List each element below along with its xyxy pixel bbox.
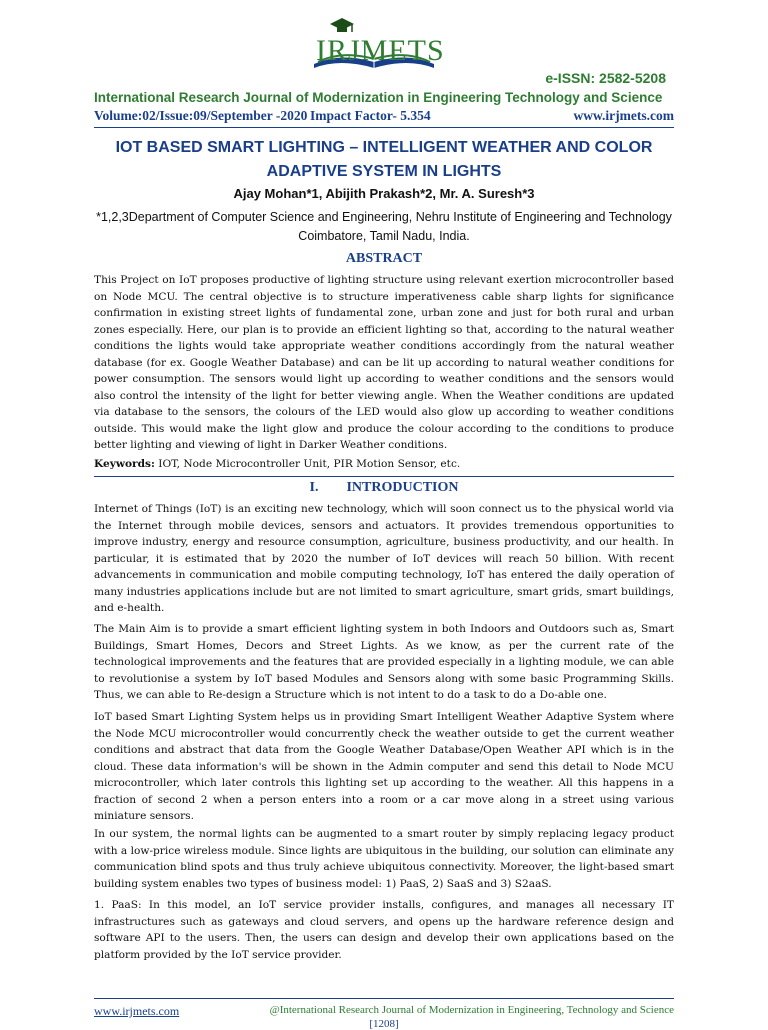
header-rule [94, 127, 674, 128]
intro-paragraph-1: Internet of Things (IoT) is an exciting new technology, which will soon connect us to the physical world via the Internet through mobile devices, sensors and actuators. It provides tremendous opportunities to improve industry, energy and resource consumption, agriculture, business productivity, and our health. In particular, it is estimated that by 2020 the number of IoT devices will reach 50 billion. With recent advancements in communication and mobile computing technology, IoT has entered the daily operation of many industries applications include but are not limited to smart agriculture, smart grids, smart buildings, and e-health. [94, 503, 674, 614]
keywords [94, 458, 674, 470]
journal-name: International Research Journal of Modernization in Engineering Technology and Science [94, 90, 663, 105]
keywords-label: Keywords: [94, 458, 155, 470]
volume-issue: Volume:02/Issue:09/September -2020 [94, 108, 308, 123]
abstract-heading: ABSTRACT [345, 251, 423, 266]
impact-factor: Impact Factor- 5.354 [310, 108, 431, 123]
footer-copyright: @International Research Journal of Modernization in Engineering, Technology and Science [269, 1004, 674, 1016]
intro-paragraph-5: 1. PaaS: In this model, an IoT service provider installs, configures, and manages all necessary IT infrastructures such as gateways and cloud servers, and opens up the hardware reference design and software API to the users. Then, the users can design and develop their own applications based on the platform provided by the IoT service provider. [94, 899, 674, 961]
footer-website-link[interactable]: www.irjmets.com [94, 1004, 180, 1018]
affiliation: *1,2,3Department of Computer Science and Engineering, Nehru Institute of Engineering and Technology Coimbatore, Tamil Nadu, India. [96, 210, 672, 243]
section-rule [94, 476, 674, 477]
logo-text: IRJMETS [316, 34, 445, 67]
issn: e-ISSN: 2582-5208 [545, 70, 666, 86]
paper-title: IOT BASED SMART LIGHTING – INTELLIGENT WEATHER AND COLOR ADAPTIVE SYSTEM IN LIGHTS [115, 139, 653, 180]
introduction-heading: I. INTRODUCTION [309, 480, 459, 495]
abstract-text: This Project on IoT proposes productive of lighting structure using relevant exertion microcontroller based on Node MCU. The central objective is to structure imperativeness cable sharp lights for significance confirmation in existing street lights of fundamental zone, urban zone and just for both rural and urban zones especially. Here, our plan is to provide an efficient lighting so that, according to the natural weather conditions the lights would take appropriate weather conditions accordingly from the natural weather database (for ex. Google Weather Database) and can be lit up according to natural weather conditions for power consumption. The sensors would light up according to weather conditions and the sensors would also control the intensity of the light for better viewing angle. When the Weather conditions are updated via database to the sensors, the colours of the LED would also glow up according to weather conditions outside. This would make the light glow and produce the colour according to the conditions to produce better lighting and viewing of light in Darker Weather conditions. [94, 274, 674, 451]
intro-paragraph-4: In our system, the normal lights can be augmented to a smart router by simply replacing legacy product with a low-price wireless module. Since lights are ubiquitous in the building, our solution can eliminate any communication blind spots and thus truly achieve ubiquitous connectivity. Moreover, the light-based smart building system enables two types of business model: 1) PaaS, 2) SaaS and 3) S2aaS. [94, 828, 674, 890]
header-website-link[interactable]: www.irjmets.com [573, 108, 674, 123]
authors: Ajay Mohan*1, Abijith Prakash*2, Mr. A. Suresh*3 [233, 186, 535, 201]
volume-line [94, 108, 674, 124]
page-number: [1208] [369, 1018, 399, 1030]
journal-logo [300, 12, 450, 74]
intro-paragraph-2: The Main Aim is to provide a smart efficient lighting system in both Indoors and Outdoors such as, Smart Buildings, Smart Homes, Decors and Street Lights. As we know, as per the current rate of the technological improvements and the features that are provided especially in a lighting module, we can able to revolutionise a system by IoT based Modules and Sensors along with some basic Programming Skills. Thus, we can able to Re-design a Structure which is not intent to do a task to do a Do-able one. [94, 623, 674, 701]
intro-paragraph-3: IoT based Smart Lighting System helps us in providing Smart Intelligent Weather Adaptive System where the Node MCU microcontroller would concurrently check the weather outside to get the current weather conditions and abstract that data from the Google Weather Database/Open Weather API which is in the cloud. These data information's will be shown in the Admin computer and send this detail to Node MCU microcontroller, which later controls this lighting set up according to the weather. All this happens in a fraction of second 2 when a person enters into a room or a car move along in a street using various miniature sensors. [94, 711, 674, 822]
keywords-text: IOT, Node Microcontroller Unit, PIR Motion Sensor, etc. [154, 458, 461, 470]
footer-rule [94, 998, 674, 999]
